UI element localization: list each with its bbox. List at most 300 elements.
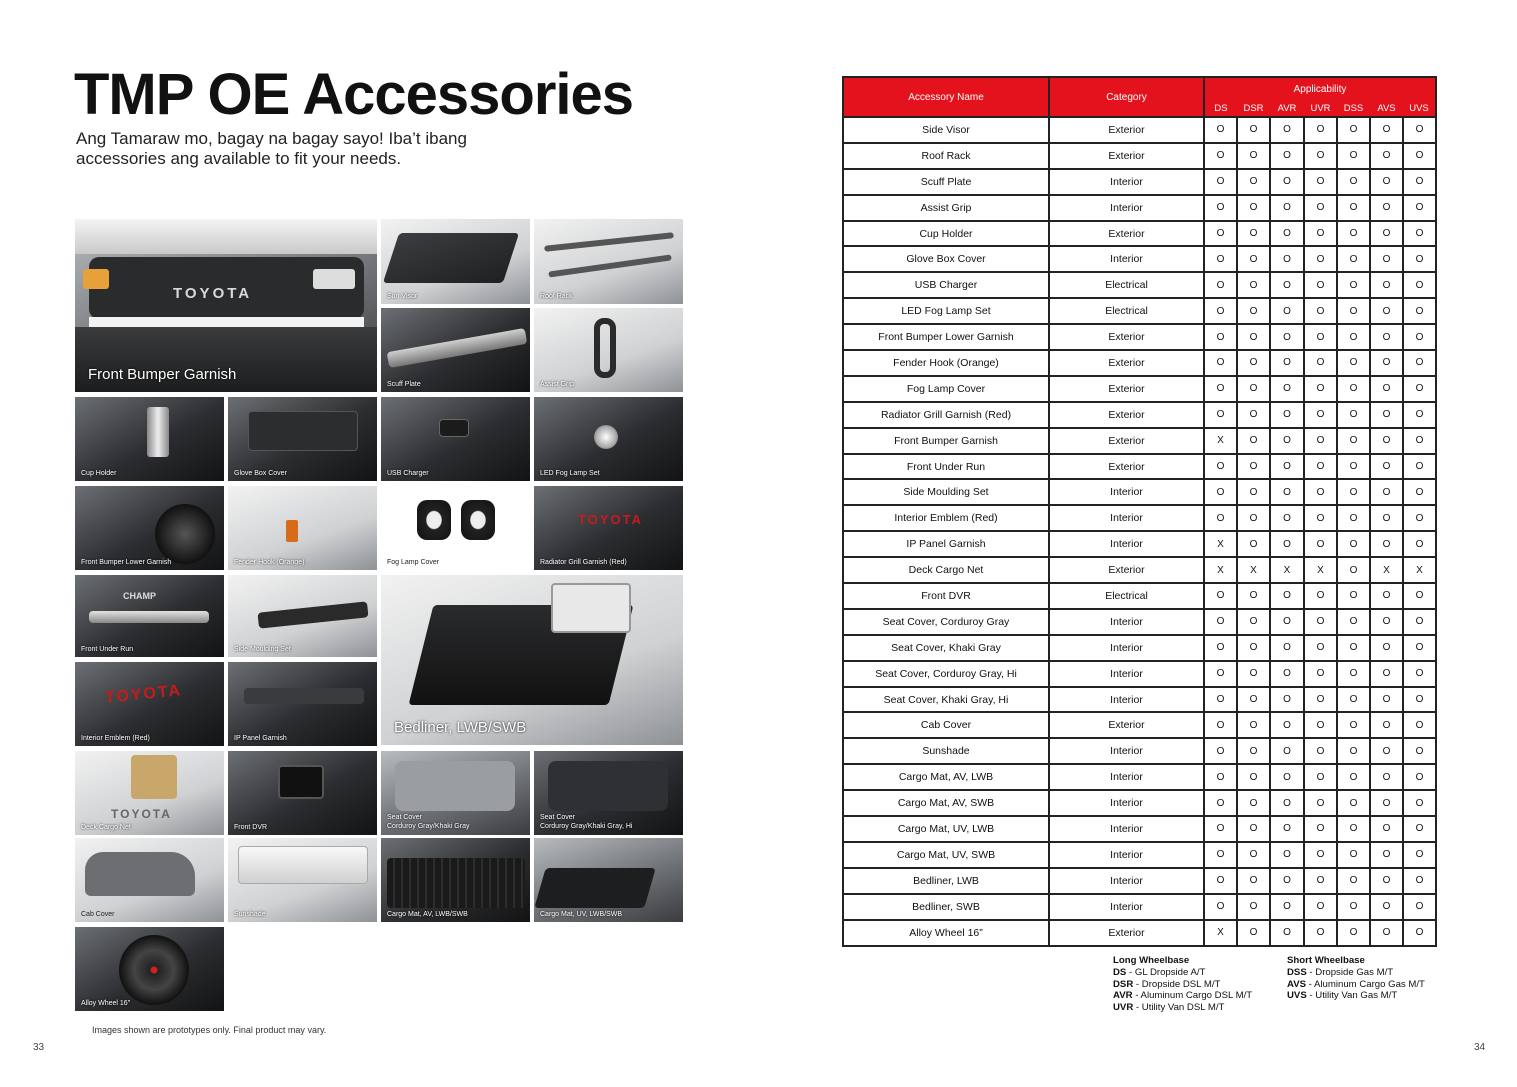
legend-code: DSS	[1287, 966, 1307, 978]
applicability-cell: O	[1204, 117, 1237, 143]
table-row	[843, 246, 1436, 272]
applicability-cell: O	[1304, 402, 1337, 428]
applicability-cell: O	[1304, 428, 1337, 454]
photo-interior-emblem	[75, 662, 224, 746]
table-row	[843, 764, 1436, 790]
applicability-cell: O	[1204, 143, 1237, 169]
applicability-cell: O	[1270, 428, 1304, 454]
applicability-cell: O	[1403, 842, 1436, 868]
applicability-cell: O	[1237, 531, 1270, 557]
applicability-cell: O	[1337, 868, 1370, 894]
table-row	[843, 661, 1436, 687]
applicability-cell: O	[1204, 195, 1237, 221]
red-grille-logo: TOYOTA	[578, 512, 643, 527]
legend-code: DSR	[1113, 978, 1134, 990]
applicability-cell: O	[1403, 143, 1436, 169]
applicability-cell: O	[1370, 505, 1403, 531]
applicability-cell: O	[1237, 661, 1270, 687]
legend-code: AVS	[1287, 978, 1307, 990]
accessory-name-cell: Bedliner, LWB	[843, 868, 1049, 894]
applicability-cell: O	[1304, 298, 1337, 324]
applicability-cell: O	[1370, 221, 1403, 247]
photo-usb-charger	[381, 397, 530, 481]
legend-item	[1287, 967, 1425, 979]
applicability-cell: O	[1370, 246, 1403, 272]
legend-item	[1113, 979, 1252, 991]
applicability-cell: O	[1204, 350, 1237, 376]
applicability-cell: O	[1204, 583, 1237, 609]
category-cell: Exterior	[1049, 557, 1204, 583]
table-row	[843, 454, 1436, 480]
accessory-name-cell: Fog Lamp Cover	[843, 376, 1049, 402]
legend-desc: - Dropside Gas M/T	[1306, 966, 1394, 978]
emblem-logo: TOYOTA	[104, 682, 183, 707]
table-row	[843, 428, 1436, 454]
table-row	[843, 350, 1436, 376]
applicability-cell: O	[1337, 402, 1370, 428]
applicability-cell: O	[1237, 195, 1270, 221]
applicability-cell: O	[1304, 376, 1337, 402]
applicability-cell: O	[1370, 712, 1403, 738]
accessory-name-cell: Alloy Wheel 16”	[843, 920, 1049, 946]
applicability-cell: O	[1237, 687, 1270, 713]
caption-cargo-mat-av: Cargo Mat, AV, LWB/SWB	[387, 911, 468, 918]
accessory-name-cell: Interior Emblem (Red)	[843, 505, 1049, 531]
table-body	[843, 117, 1436, 946]
legend-code: UVS	[1287, 990, 1307, 1002]
accessory-name-cell: Sunshade	[843, 738, 1049, 764]
applicability-cell: O	[1370, 376, 1403, 402]
caption-side-moulding-set: Side Moulding Set	[234, 646, 291, 653]
table-row	[843, 557, 1436, 583]
category-cell: Interior	[1049, 661, 1204, 687]
table-row	[843, 169, 1436, 195]
category-cell: Interior	[1049, 246, 1204, 272]
applicability-cell: X	[1204, 557, 1237, 583]
accessory-name-cell: Front Under Run	[843, 454, 1049, 480]
category-cell: Interior	[1049, 635, 1204, 661]
applicability-cell: O	[1403, 738, 1436, 764]
caption-fender-hook: Fender Hook (Orange)	[234, 559, 305, 566]
applicability-cell: O	[1370, 868, 1403, 894]
table-row	[843, 505, 1436, 531]
caption-interior-emblem: Interior Emblem (Red)	[81, 735, 150, 742]
legend-item	[1113, 1002, 1252, 1014]
category-cell: Electrical	[1049, 272, 1204, 298]
legend-item	[1113, 990, 1252, 1002]
applicability-cell: O	[1204, 272, 1237, 298]
applicability-cell: O	[1337, 790, 1370, 816]
applicability-cell: O	[1337, 195, 1370, 221]
applicability-cell: O	[1337, 661, 1370, 687]
applicability-cell: O	[1337, 479, 1370, 505]
accessory-name-cell: Seat Cover, Khaki Gray	[843, 635, 1049, 661]
applicability-cell: O	[1204, 246, 1237, 272]
applicability-cell: O	[1370, 402, 1403, 428]
applicability-cell: O	[1270, 842, 1304, 868]
page-title: TMP OE Accessories	[74, 62, 634, 127]
applicability-cell: X	[1237, 557, 1270, 583]
applicability-cell: O	[1304, 816, 1337, 842]
accessory-name-cell: Front DVR	[843, 583, 1049, 609]
legend-short-heading: Short Wheelbase	[1287, 955, 1365, 966]
photo-roof-rack	[534, 219, 683, 304]
photo-seat-cover-1	[381, 751, 530, 835]
applicability-cell: O	[1270, 479, 1304, 505]
applicability-cell: O	[1304, 609, 1337, 635]
applicability-cell: O	[1270, 531, 1304, 557]
table-row	[843, 583, 1436, 609]
photo-fender-hook	[228, 486, 377, 570]
photo-front-under-run	[75, 575, 224, 657]
applicability-cell: O	[1304, 531, 1337, 557]
applicability-cell: O	[1237, 816, 1270, 842]
applicability-cell: O	[1304, 117, 1337, 143]
category-cell: Interior	[1049, 687, 1204, 713]
applicability-cell: O	[1270, 195, 1304, 221]
photo-assist-grip	[534, 308, 683, 392]
category-cell: Electrical	[1049, 583, 1204, 609]
category-cell: Exterior	[1049, 143, 1204, 169]
applicability-cell: O	[1370, 298, 1403, 324]
applicability-cell: O	[1304, 764, 1337, 790]
applicability-cell: O	[1304, 169, 1337, 195]
accessory-name-cell: Fender Hook (Orange)	[843, 350, 1049, 376]
accessory-name-cell: Glove Box Cover	[843, 246, 1049, 272]
applicability-cell: O	[1403, 712, 1436, 738]
applicability-cell: O	[1270, 635, 1304, 661]
photo-glove-box-cover	[228, 397, 377, 481]
applicability-cell: O	[1204, 790, 1237, 816]
category-cell: Exterior	[1049, 350, 1204, 376]
applicability-cell: O	[1370, 143, 1403, 169]
table-row	[843, 842, 1436, 868]
applicability-cell: O	[1370, 842, 1403, 868]
accessory-name-cell: Cargo Mat, AV, LWB	[843, 764, 1049, 790]
accessory-name-cell: Deck Cargo Net	[843, 557, 1049, 583]
category-cell: Interior	[1049, 816, 1204, 842]
photo-sunshade	[228, 838, 377, 922]
applicability-cell: O	[1370, 609, 1403, 635]
applicability-cell: O	[1403, 221, 1436, 247]
applicability-cell: O	[1270, 609, 1304, 635]
applicability-cell: O	[1204, 816, 1237, 842]
table-row	[843, 687, 1436, 713]
applicability-cell: O	[1304, 272, 1337, 298]
applicability-cell: X	[1403, 557, 1436, 583]
applicability-cell: O	[1370, 531, 1403, 557]
applicability-cell: O	[1304, 479, 1337, 505]
caption-seat-cover-2: Seat Cover Corduroy Gray/Khaki Gray, Hi	[540, 814, 633, 830]
photo-side-moulding-set	[228, 575, 377, 657]
photo-fog-lamp-cover	[381, 486, 530, 570]
legend-code: DS	[1113, 966, 1127, 978]
applicability-cell: O	[1304, 505, 1337, 531]
category-cell: Interior	[1049, 842, 1204, 868]
category-cell: Exterior	[1049, 324, 1204, 350]
table-row	[843, 712, 1436, 738]
table-row	[843, 117, 1436, 143]
applicability-cell: O	[1237, 221, 1270, 247]
applicability-cell: O	[1270, 712, 1304, 738]
photo-front-dvr	[228, 751, 377, 835]
applicability-cell: O	[1403, 350, 1436, 376]
table-row	[843, 920, 1436, 946]
legend-desc: - Aluminum Cargo Gas M/T	[1306, 978, 1425, 990]
applicability-cell: O	[1337, 635, 1370, 661]
caption-roof-rack: Roof Rack	[540, 293, 573, 300]
table-row	[843, 272, 1436, 298]
photo-cargo-mat-av	[381, 838, 530, 922]
applicability-cell: O	[1204, 505, 1237, 531]
applicability-cell: O	[1370, 661, 1403, 687]
applicability-cell: O	[1403, 428, 1436, 454]
applicability-cell: X	[1370, 557, 1403, 583]
applicability-cell: O	[1304, 195, 1337, 221]
applicability-cell: O	[1370, 454, 1403, 480]
applicability-cell: O	[1270, 350, 1304, 376]
applicability-cell: O	[1270, 764, 1304, 790]
page-subtitle: Ang Tamaraw mo, bagay na bagay sayo! Iba’t ibang accessories ang available to fit your needs.	[76, 129, 467, 168]
table-row	[843, 868, 1436, 894]
category-cell: Interior	[1049, 169, 1204, 195]
variant-header-dsr: DSR	[1237, 100, 1270, 117]
applicability-cell: O	[1337, 169, 1370, 195]
applicability-cell: O	[1304, 143, 1337, 169]
photo-front-bumper-garnish	[75, 219, 377, 392]
legend-item	[1113, 967, 1252, 979]
applicability-cell: O	[1237, 583, 1270, 609]
photo-cab-cover	[75, 838, 224, 922]
table-row	[843, 790, 1436, 816]
applicability-cell: O	[1403, 609, 1436, 635]
applicability-cell: O	[1337, 246, 1370, 272]
applicability-cell: O	[1370, 324, 1403, 350]
applicability-cell: O	[1337, 816, 1370, 842]
legend-item	[1287, 979, 1425, 991]
category-cell: Exterior	[1049, 117, 1204, 143]
applicability-cell: O	[1304, 868, 1337, 894]
variant-header-uvs: UVS	[1403, 100, 1436, 117]
category-cell: Interior	[1049, 738, 1204, 764]
applicability-cell: O	[1337, 221, 1370, 247]
applicability-cell: O	[1237, 712, 1270, 738]
accessory-name-cell: LED Fog Lamp Set	[843, 298, 1049, 324]
applicability-cell: O	[1237, 454, 1270, 480]
caption-glove-box-cover: Glove Box Cover	[234, 470, 287, 477]
applicability-cell: O	[1403, 376, 1436, 402]
applicability-cell: O	[1403, 583, 1436, 609]
applicability-cell: O	[1403, 894, 1436, 920]
applicability-cell: O	[1237, 609, 1270, 635]
caption-seat-cover-1: Seat Cover Corduroy Gray/Khaki Gray	[387, 814, 470, 830]
applicability-cell: O	[1304, 712, 1337, 738]
table-row	[843, 324, 1436, 350]
legend-short-wheelbase	[1287, 955, 1425, 1002]
table-row	[843, 479, 1436, 505]
accessory-name-cell: Seat Cover, Corduroy Gray, Hi	[843, 661, 1049, 687]
accessory-name-cell: IP Panel Garnish	[843, 531, 1049, 557]
applicability-cell: O	[1403, 117, 1436, 143]
accessory-name-cell: Roof Rack	[843, 143, 1049, 169]
caption-front-bumper-garnish: Front Bumper Garnish	[88, 366, 237, 383]
applicability-cell: O	[1403, 324, 1436, 350]
applicability-cell: O	[1304, 350, 1337, 376]
applicability-cell: O	[1337, 505, 1370, 531]
photo-seat-cover-2	[534, 751, 683, 835]
applicability-cell: O	[1337, 298, 1370, 324]
category-cell: Interior	[1049, 894, 1204, 920]
applicability-cell: O	[1403, 272, 1436, 298]
legend-desc: - Utility Van Gas M/T	[1306, 990, 1398, 1002]
legend-code: AVR	[1113, 990, 1133, 1002]
legend-long-wheelbase	[1113, 955, 1252, 1014]
applicability-cell: O	[1237, 169, 1270, 195]
accessory-name-cell: USB Charger	[843, 272, 1049, 298]
applicability-cell: O	[1304, 842, 1337, 868]
applicability-cell: O	[1270, 117, 1304, 143]
applicability-cell: O	[1270, 894, 1304, 920]
applicability-cell: O	[1237, 868, 1270, 894]
applicability-cell: O	[1370, 272, 1403, 298]
accessory-name-cell: Front Bumper Lower Garnish	[843, 324, 1049, 350]
applicability-cell: O	[1270, 143, 1304, 169]
caption-assist-grip: Assist Grip	[540, 381, 574, 388]
applicability-cell: O	[1270, 298, 1304, 324]
applicability-cell: O	[1337, 117, 1370, 143]
category-cell: Interior	[1049, 505, 1204, 531]
applicability-cell: O	[1237, 143, 1270, 169]
applicability-cell: O	[1403, 531, 1436, 557]
applicability-cell: O	[1370, 583, 1403, 609]
legend-desc: - Dropside DSL M/T	[1133, 978, 1221, 990]
applicability-cell: O	[1337, 920, 1370, 946]
champ-badge: CHAMP	[123, 591, 156, 601]
table-row	[843, 738, 1436, 764]
category-cell: Interior	[1049, 790, 1204, 816]
applicability-cell: O	[1270, 868, 1304, 894]
applicability-cell: O	[1337, 376, 1370, 402]
applicability-cell: O	[1337, 842, 1370, 868]
applicability-cell: O	[1370, 894, 1403, 920]
applicability-cell: O	[1204, 764, 1237, 790]
applicability-cell: O	[1237, 479, 1270, 505]
legend-item	[1287, 990, 1425, 1002]
applicability-cell: O	[1337, 428, 1370, 454]
variant-header-avr: AVR	[1270, 100, 1304, 117]
table-row	[843, 635, 1436, 661]
applicability-cell: O	[1237, 298, 1270, 324]
legend-desc: - GL Dropside A/T	[1126, 966, 1206, 978]
applicability-cell: O	[1304, 920, 1337, 946]
applicability-cell: O	[1304, 738, 1337, 764]
caption-led-fog-lamp-set: LED Fog Lamp Set	[540, 470, 600, 477]
tailgate-logo: TOYOTA	[111, 807, 172, 821]
category-cell: Exterior	[1049, 454, 1204, 480]
applicability-cell: O	[1403, 402, 1436, 428]
caption-bedliner: Bedliner, LWB/SWB	[394, 719, 527, 736]
category-cell: Exterior	[1049, 712, 1204, 738]
category-cell: Interior	[1049, 609, 1204, 635]
category-cell: Exterior	[1049, 376, 1204, 402]
applicability-cell: O	[1204, 324, 1237, 350]
legend-long-heading: Long Wheelbase	[1113, 955, 1190, 966]
applicability-cell: O	[1304, 246, 1337, 272]
applicability-cell: O	[1403, 479, 1436, 505]
applicability-cell: O	[1204, 454, 1237, 480]
accessory-name-cell: Side Visor	[843, 117, 1049, 143]
applicability-cell: O	[1237, 402, 1270, 428]
applicability-cell: O	[1337, 531, 1370, 557]
page-number-right: 34	[1474, 1042, 1486, 1053]
applicability-cell: O	[1270, 687, 1304, 713]
table-row	[843, 298, 1436, 324]
applicability-cell: O	[1403, 687, 1436, 713]
accessory-name-cell: Cup Holder	[843, 221, 1049, 247]
category-cell: Interior	[1049, 868, 1204, 894]
grille-logo: TOYOTA	[173, 285, 253, 302]
photo-sun-visor	[381, 219, 530, 304]
accessory-gallery	[75, 219, 683, 1012]
applicability-cell: O	[1337, 764, 1370, 790]
applicability-cell: O	[1270, 505, 1304, 531]
applicability-cell: O	[1403, 298, 1436, 324]
accessory-name-cell: Radiator Grill Garnish (Red)	[843, 402, 1049, 428]
variant-header-avs: AVS	[1370, 100, 1403, 117]
caption-ip-panel-garnish: IP Panel Garnish	[234, 735, 287, 742]
applicability-cell: O	[1237, 324, 1270, 350]
applicability-cell: O	[1370, 687, 1403, 713]
applicability-cell: O	[1270, 661, 1304, 687]
accessory-name-cell: Cargo Mat, UV, SWB	[843, 842, 1049, 868]
caption-front-dvr: Front DVR	[234, 824, 268, 831]
col-applicability: Applicability	[1204, 77, 1436, 100]
applicability-cell: O	[1270, 272, 1304, 298]
applicability-cell: O	[1304, 687, 1337, 713]
col-category: Category	[1049, 77, 1204, 117]
variant-header-dss: DSS	[1337, 100, 1370, 117]
applicability-cell: O	[1337, 272, 1370, 298]
photo-bedliner	[381, 575, 683, 745]
applicability-cell: O	[1237, 764, 1270, 790]
applicability-cell: O	[1403, 246, 1436, 272]
category-cell: Exterior	[1049, 920, 1204, 946]
photo-cup-holder	[75, 397, 224, 481]
photo-alloy-wheel	[75, 927, 224, 1011]
accessory-name-cell: Cargo Mat, UV, LWB	[843, 816, 1049, 842]
photo-radiator-grill-garnish	[534, 486, 683, 570]
applicability-cell: O	[1403, 454, 1436, 480]
photo-front-bumper-lower-garnish	[75, 486, 224, 570]
applicability-cell: O	[1304, 454, 1337, 480]
applicability-cell: O	[1204, 661, 1237, 687]
category-cell: Interior	[1049, 764, 1204, 790]
table-row	[843, 376, 1436, 402]
accessory-name-cell: Bedliner, SWB	[843, 894, 1049, 920]
applicability-cell: O	[1237, 790, 1270, 816]
applicability-cell: O	[1370, 738, 1403, 764]
applicability-cell: O	[1270, 376, 1304, 402]
accessory-name-cell: Cargo Mat, AV, SWB	[843, 790, 1049, 816]
table-row	[843, 531, 1436, 557]
applicability-cell: O	[1304, 790, 1337, 816]
applicability-cell: O	[1270, 583, 1304, 609]
accessory-name-cell: Cab Cover	[843, 712, 1049, 738]
applicability-cell: O	[1304, 894, 1337, 920]
table-row	[843, 143, 1436, 169]
applicability-cell: X	[1204, 920, 1237, 946]
table-row	[843, 195, 1436, 221]
